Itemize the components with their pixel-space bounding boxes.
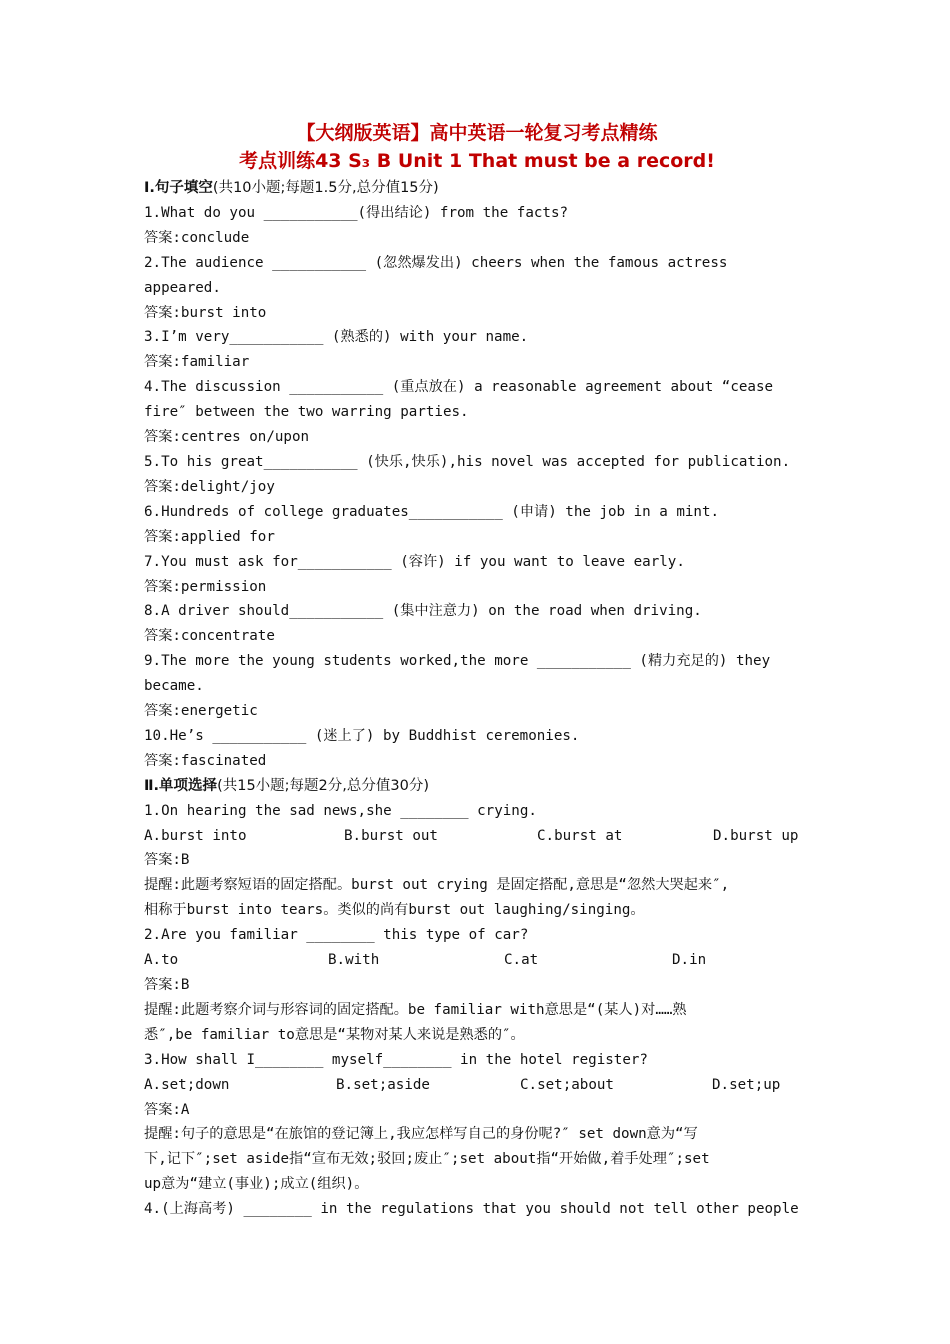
question: 6.Hundreds of college graduates___________ (申请) the job in a mint. [144,503,720,520]
hint-cont: up意为“建立(事业);成立(组织)。 [144,1176,369,1193]
option-a: A.set;down [144,1076,230,1093]
option-d: D.set;up [712,1076,781,1093]
question: 5.To his great___________ (快乐,快乐),his novel was accepted for publication. [144,453,791,470]
options-row [144,948,810,973]
hint: 提醒:此题考察短语的固定搭配。burst out crying 是固定搭配,意思是“忽然大哭起来″, [144,877,730,894]
question-cont: fire″ between the two warring parties. [144,404,469,421]
section-info: (共15小题;每题2分,总分值30分) [217,777,429,794]
answer: 答案:energetic [144,703,258,720]
hint: 提醒:此题考察介词与形容词的固定搭配。be familiar with意思是“(某人)对……熟 [144,1001,687,1018]
options-row [144,824,810,849]
document-subtitle: 考点训练43 S₃ B Unit 1 That must be a record! [239,150,715,172]
option-c: C.burst at [537,827,623,844]
document-page [144,118,810,1222]
section-title: Ⅱ.单项选择 [144,777,218,794]
answer: 答案:permission [144,578,267,595]
answer: 答案:applied for [144,528,275,545]
question-cont: appeared. [144,279,221,296]
answer: 答案:B [144,852,190,869]
answer: 答案:familiar [144,354,250,371]
answer: 答案:B [144,977,190,993]
question: 7.You must ask for___________ (容许) if you want to leave early. [144,553,685,570]
answer: 答案:fascinated [144,752,267,769]
option-b: B.set;aside [336,1076,430,1093]
question: 4.(上海高考) ________ in the regulations that you should not tell other people [144,1201,799,1218]
question-cont: became. [144,678,204,695]
hint-cont: 悉″,be familiar to意思是“某物对某人来说是熟悉的″。 [144,1026,525,1043]
question: 8.A driver should___________ (集中注意力) on the road when driving. [144,603,702,620]
answer: 答案:burst into [144,304,267,321]
options-row [144,1073,810,1098]
section-heading [144,774,810,799]
answer: 答案:conclude [144,229,250,246]
answer: 答案:centres on/upon [144,429,310,446]
question: 2.The audience ___________ (忽然爆发出) cheers when the famous actress [144,254,728,271]
document-title: 【大纲版英语】高中英语一轮复习考点精练 [296,122,658,144]
option-d: D.in [672,952,707,969]
option-b: B.with [328,952,380,969]
question: 3.How shall I________ myself________ in the hotel register? [144,1051,648,1068]
question: 1.On hearing the sad news,she ________ crying. [144,802,537,819]
question: 3.I’m very___________ (熟悉的) with your name. [144,329,529,346]
question: 9.The more the young students worked,the more ___________ (精力充足的) they [144,653,771,670]
answer: 答案:delight/joy [144,478,275,495]
answer: 答案:concentrate [144,628,275,645]
option-c: C.at [504,952,539,969]
answer: 答案:A [144,1101,190,1118]
option-a: A.burst into [144,827,247,844]
option-b: B.burst out [344,827,438,844]
hint-cont: 下,记下″;set aside指“宣布无效;驳回;废止″;set about指“开始做,着手处理″;set [144,1151,710,1168]
question: 1.What do you ___________(得出结论) from the facts? [144,204,569,221]
section-title: Ⅰ.句子填空 [144,180,213,196]
section-heading [144,176,810,201]
option-d: D.burst up [713,827,799,844]
hint: 提醒:句子的意思是“在旅馆的登记簿上,我应怎样写自己的身份呢?″ set down意为“写 [144,1126,698,1143]
question: 10.He’s ___________ (迷上了) by Buddhist ceremonies. [144,727,580,744]
section-info: (共10小题;每题1.5分,总分值15分) [212,180,439,196]
option-c: C.set;about [520,1076,614,1093]
question: 4.The discussion ___________ (重点放在) a reasonable agreement about “cease [144,379,774,396]
question: 2.Are you familiar ________ this type of car? [144,927,529,944]
hint-cont: 相称于burst into tears。类似的尚有burst out laughing/singing。 [144,902,645,919]
option-a: A.to [144,952,179,969]
